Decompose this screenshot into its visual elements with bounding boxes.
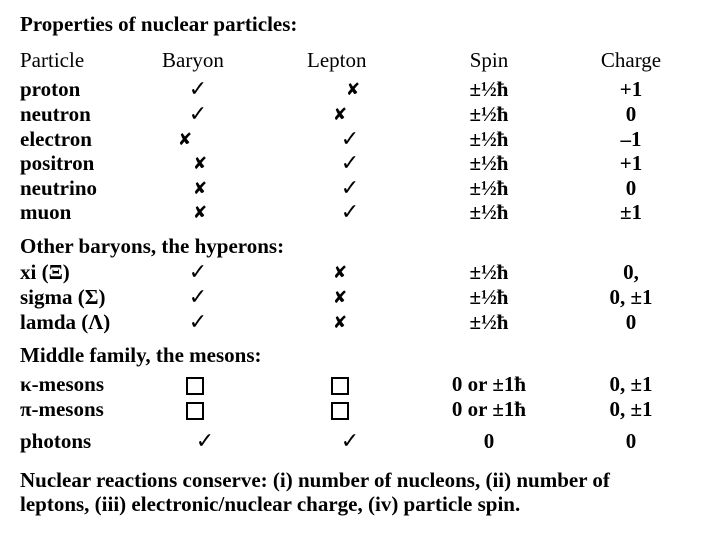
row-rows-3-name: positron (20, 151, 95, 175)
header-spin: Spin (469, 48, 509, 72)
row-rows-3-lepton-check-icon: ✓ (340, 151, 360, 176)
footer-line-2: leptons, (iii) electronic/nuclear charge, (iv) particle spin. (20, 492, 521, 516)
row-hyperons-1-spin: ±½ħ (469, 285, 509, 309)
row-rows-4-lepton-check-icon: ✓ (340, 176, 360, 201)
row-rows-5-baryon-cross-icon: ✘ (192, 203, 208, 223)
row-mesons-0-charge: 0, ±1 (609, 372, 653, 396)
row-rows-4-charge: 0 (625, 176, 637, 200)
row-rows-5-charge: ±1 (619, 200, 643, 224)
row-hyperons-2-lepton-cross-icon: ✘ (332, 313, 348, 333)
row-hyperons-0-name: xi (Ξ) (20, 260, 70, 284)
row-rows-2-charge: –1 (620, 127, 642, 151)
row-hyperons-1-lepton-cross-icon: ✘ (332, 288, 348, 308)
row-hyperons-0-spin: ±½ħ (469, 260, 509, 284)
row-rows-1-name: neutron (20, 102, 91, 126)
row-mesons-0-baryon-empty-box-icon (186, 377, 204, 395)
row-mesons-1-name: π-mesons (20, 397, 104, 421)
row-rows-2-spin: ±½ħ (469, 127, 509, 151)
row-mesons-1-lepton-empty-box-icon (331, 402, 349, 420)
row-rows-2-lepton-check-icon: ✓ (340, 127, 360, 152)
row-rows-1-baryon-check-icon: ✓ (188, 102, 208, 127)
row-rows-4-name: neutrino (20, 176, 98, 200)
row-rows-3-spin: ±½ħ (469, 151, 509, 175)
footer-line-1: Nuclear reactions conserve: (i) number of nucleons, (ii) number of (20, 468, 610, 492)
row-rows-1-lepton-cross-icon: ✘ (332, 105, 348, 125)
row-mesons-1-charge: 0, ±1 (609, 397, 653, 421)
row-hyperons-1-charge: 0, ±1 (609, 285, 653, 309)
row-hyperons-2-baryon-check-icon: ✓ (188, 310, 208, 335)
row-rows-5-spin: ±½ħ (469, 200, 509, 224)
row-photons-baryon-check-icon: ✓ (195, 429, 215, 454)
row-hyperons-0-baryon-check-icon: ✓ (188, 260, 208, 285)
header-lepton: Lepton (307, 48, 367, 72)
row-rows-0-name: proton (20, 77, 81, 101)
row-rows-5-name: muon (20, 200, 72, 224)
row-rows-3-charge: +1 (619, 151, 643, 175)
row-rows-5-lepton-check-icon: ✓ (340, 200, 360, 225)
row-rows-0-baryon-check-icon: ✓ (188, 77, 208, 102)
row-rows-2-baryon-cross-icon: ✘ (177, 130, 193, 150)
row-photons-spin: 0 (483, 429, 495, 453)
row-mesons-1-spin: 0 or ±1ħ (451, 397, 527, 421)
row-hyperons-0-lepton-cross-icon: ✘ (332, 263, 348, 283)
header-particle: Particle (20, 48, 85, 72)
row-mesons-0-lepton-empty-box-icon (331, 377, 349, 395)
header-baryon: Baryon (162, 48, 224, 72)
header-charge: Charge (600, 48, 662, 72)
row-mesons-0-spin: 0 or ±1ħ (451, 372, 527, 396)
hyperons-heading: Other baryons, the hyperons: (20, 234, 285, 258)
row-hyperons-2-spin: ±½ħ (469, 310, 509, 334)
row-rows-4-baryon-cross-icon: ✘ (192, 179, 208, 199)
mesons-heading: Middle family, the mesons: (20, 343, 262, 367)
row-rows-0-spin: ±½ħ (469, 77, 509, 101)
row-rows-1-charge: 0 (625, 102, 637, 126)
row-hyperons-1-baryon-check-icon: ✓ (188, 285, 208, 310)
row-hyperons-2-charge: 0 (625, 310, 637, 334)
row-photons-name: photons (20, 429, 92, 453)
row-hyperons-1-name: sigma (Σ) (20, 285, 106, 309)
row-rows-0-lepton-cross-icon: ✘ (345, 80, 361, 100)
row-mesons-1-baryon-empty-box-icon (186, 402, 204, 420)
row-photons-lepton-check-icon: ✓ (340, 429, 360, 454)
row-rows-0-charge: +1 (619, 77, 643, 101)
row-rows-2-name: electron (20, 127, 92, 151)
row-rows-1-spin: ±½ħ (469, 102, 509, 126)
page-title: Properties of nuclear particles: (20, 12, 298, 36)
row-hyperons-0-charge: 0, (623, 260, 639, 284)
row-rows-3-baryon-cross-icon: ✘ (192, 154, 208, 174)
row-hyperons-2-name: lamda (Λ) (20, 310, 111, 334)
row-photons-charge: 0 (625, 429, 637, 453)
row-rows-4-spin: ±½ħ (469, 176, 509, 200)
row-mesons-0-name: κ-mesons (20, 372, 104, 396)
